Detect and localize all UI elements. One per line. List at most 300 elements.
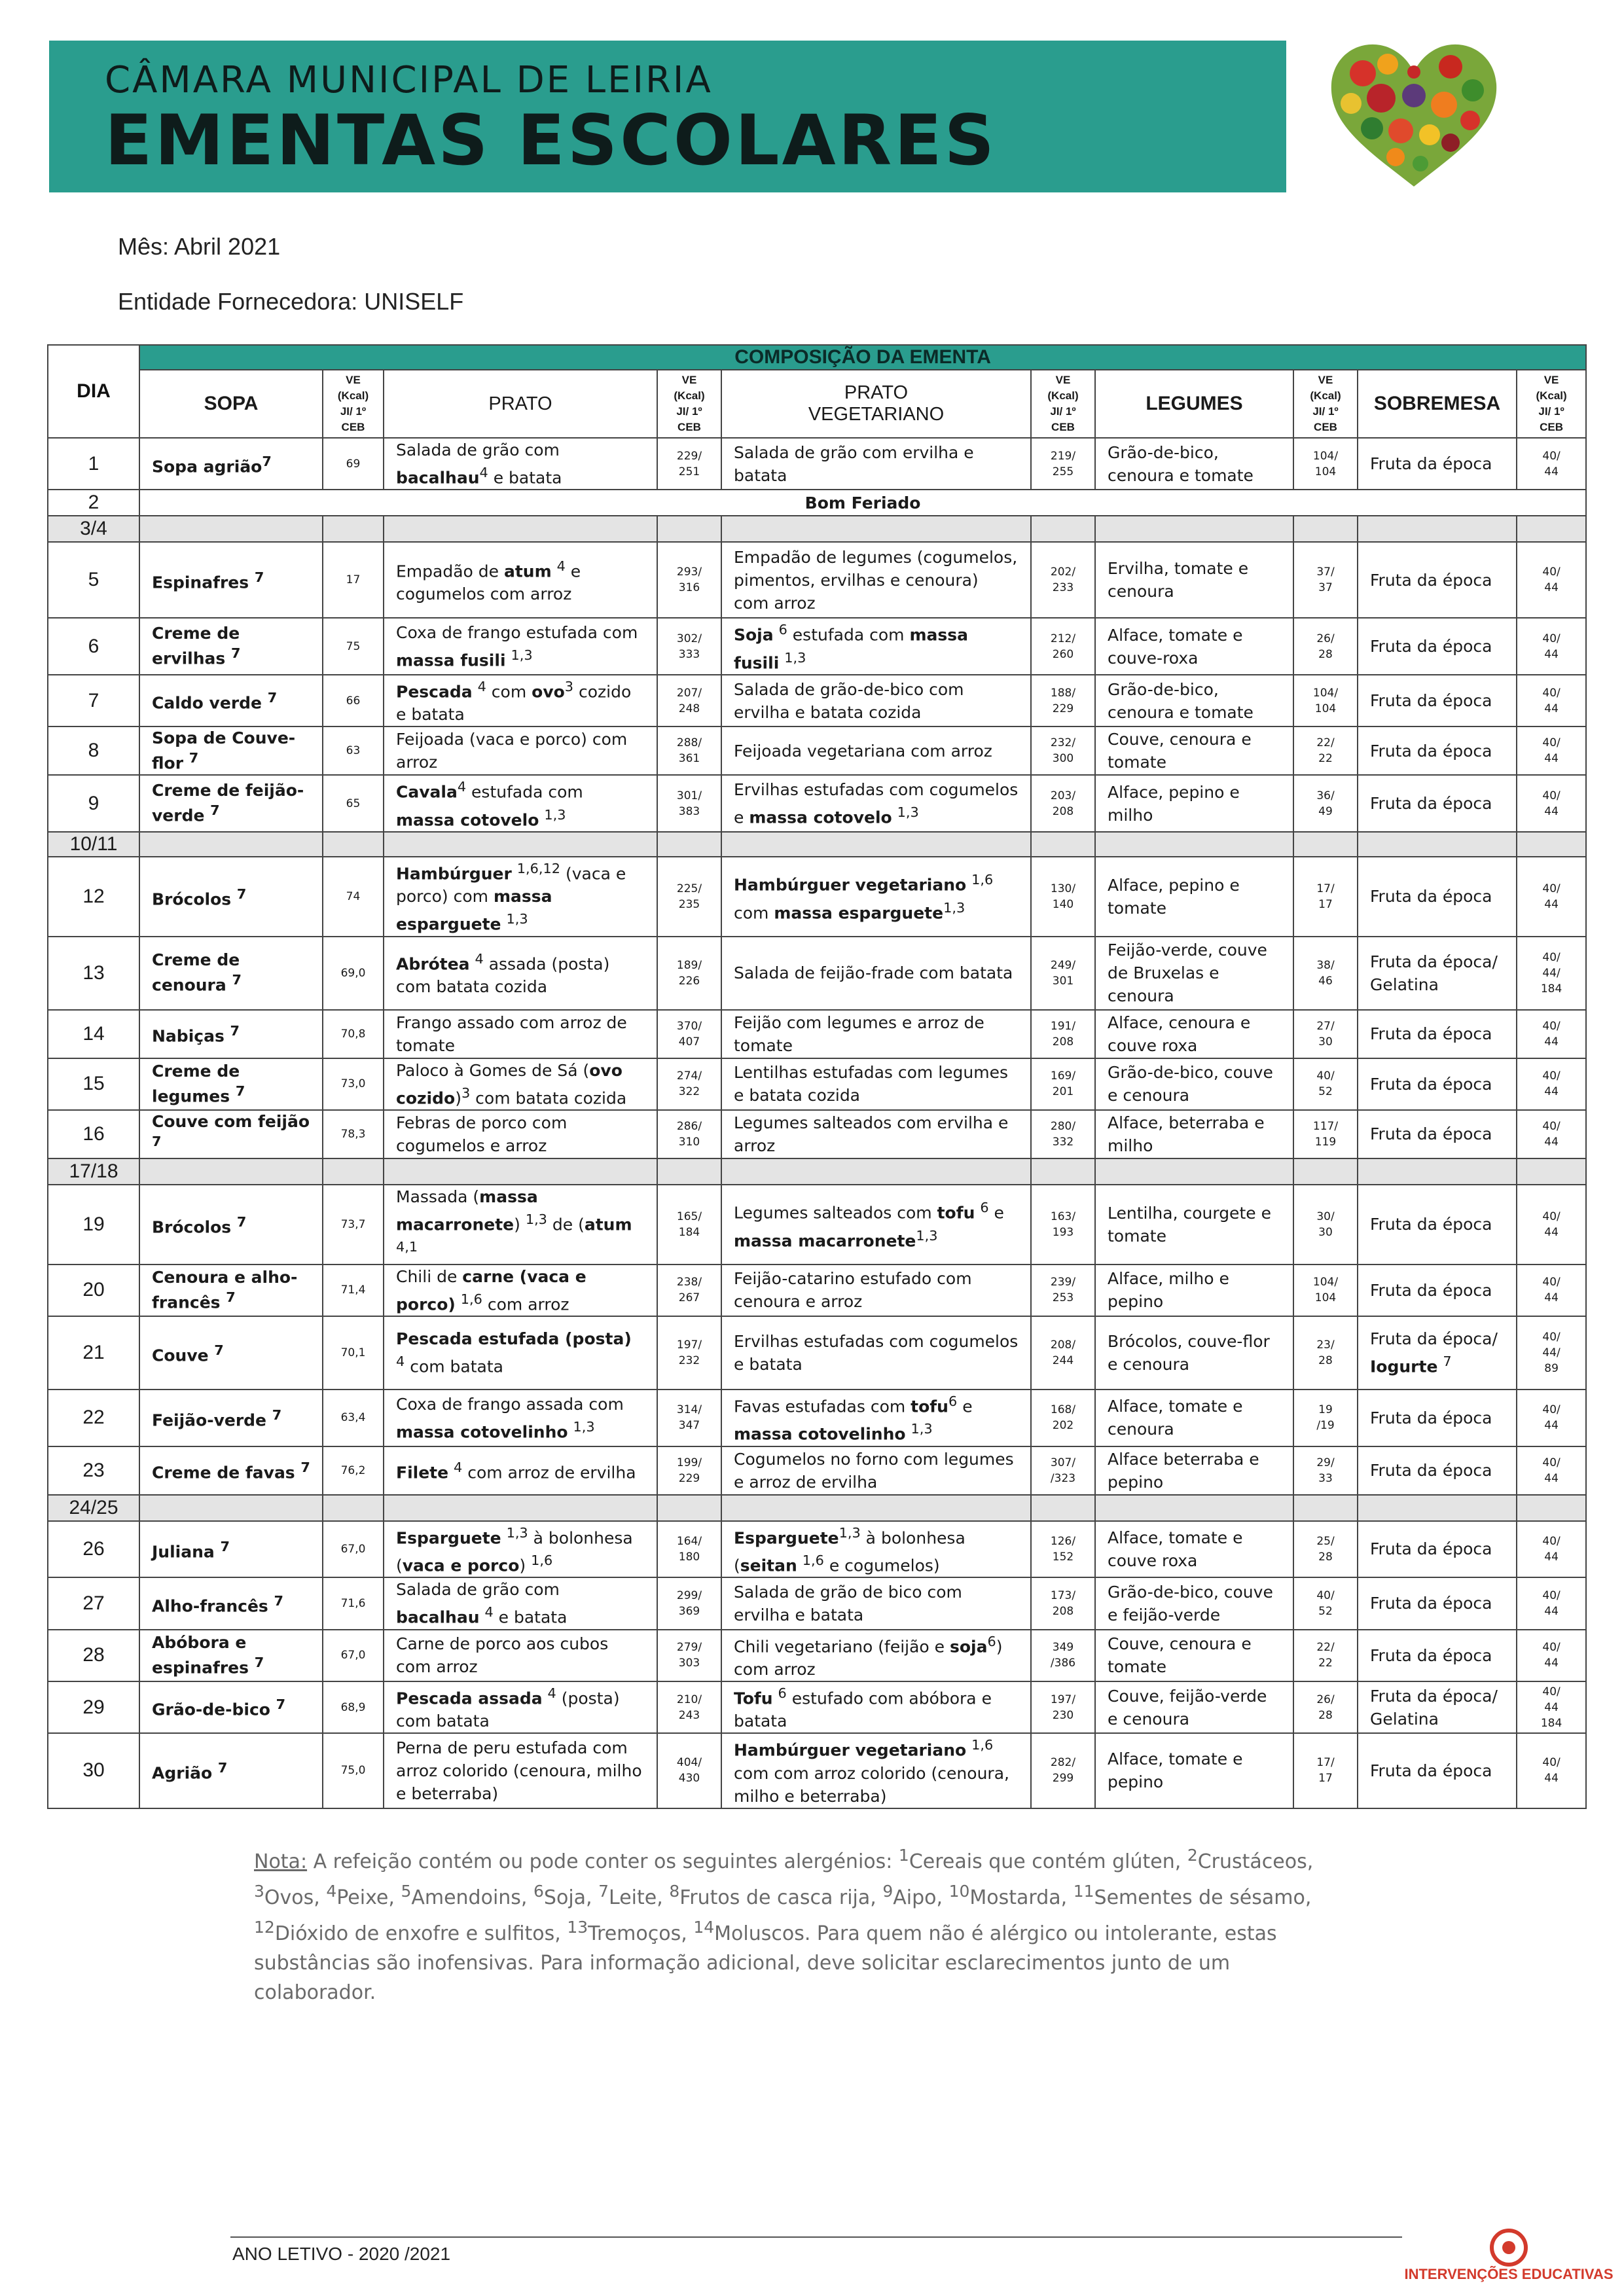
dessert-energy-cell: 40/ 44 [1517,1110,1586,1158]
dessert-cell: Fruta da época/ Gelatina [1358,1681,1517,1733]
menu-table [47,344,1587,1809]
vegetarian-dish-cell: Chili vegetariano (feijão e soja$^6$) com arroz [721,1630,1031,1681]
dessert-cell: Fruta da época [1358,1577,1517,1629]
empty-cell [323,832,384,857]
vegetables-cell: Alface, tomate e pepino [1095,1733,1293,1808]
vegetables-energy-cell: 40/ 52 [1293,1058,1358,1110]
dish-energy-cell: 279/ 303 [657,1630,721,1681]
vegetarian-dish-cell: Salada de grão com ervilha e batata [721,438,1031,490]
empty-cell [721,1495,1031,1521]
vegetables-energy-cell: 22/ 22 [1293,726,1358,775]
vegetables-energy-cell: 25/ 28 [1293,1521,1358,1578]
soup-energy-cell: 63 [323,726,384,775]
vegetables-cell: Alface, milho e pepino [1095,1265,1293,1316]
page-title: EMENTAS ESCOLARES [105,100,997,181]
dish-energy-cell: 286/ 310 [657,1110,721,1158]
vegetarian-energy-cell: 202/ 233 [1031,542,1095,618]
vegetables-cell: Alface, pepino e milho [1095,775,1293,832]
day-cell: 29 [48,1681,139,1733]
dessert-energy-cell: 40/ 44 [1517,1265,1586,1316]
note-text: A refeição contém ou pode conter os seguintes alergénios: $^1$Cereais que contém glúten, $^2$Crustáceos, $^3$Ovos, $^4$Peixe, $^5$Amendoins, $^6$Soja, $^7$Leite, $^8$Frutos de casca rija, $^9$Aipo, $^{10}$Mostarda, $^{11}$Sementes de sésamo, $^{12}$Dióxido de enxofre e sulfitos, $^{13}$Tremoços, $^{14}$Moluscos. Para quem não é alérgico ou intolerante, estas substâncias são inofensivas. Para informação adicional, deve solicitar esclarecimentos junto de um colaborador. [254,1846,1314,2004]
empty-cell [1031,832,1095,857]
vegetarian-energy-cell: 173/ 208 [1031,1577,1095,1629]
table-row [48,1446,1586,1495]
dessert-energy-cell: 40/ 44 [1517,1521,1586,1578]
dessert-cell: Fruta da época [1358,1185,1517,1265]
dessert-cell: Fruta da época [1358,775,1517,832]
menu-table-body [48,438,1586,1808]
dessert-energy-cell: 40/ 44 184 [1517,1681,1586,1733]
vegetables-energy-cell: 36/ 49 [1293,775,1358,832]
dish-cell: Feijoada (vaca e porco) com arroz [384,726,657,775]
day-cell: 5 [48,542,139,618]
vegetables-cell: Alface, cenoura e couve roxa [1095,1010,1293,1058]
dish-cell: Frango assado com arroz de tomate [384,1010,657,1058]
soup-cell: Brócolos $^7$ [139,1185,323,1265]
empty-cell [139,1158,323,1185]
day-cell: 22 [48,1390,139,1446]
vegetarian-energy-cell: 307/ /323 [1031,1446,1095,1495]
dish-energy-cell: 404/ 430 [657,1733,721,1808]
soup-cell: Creme de feijão-verde $^7$ [139,775,323,832]
vegetables-energy-cell: 22/ 22 [1293,1630,1358,1681]
soup-energy-cell: 70,1 [323,1316,384,1390]
day-cell: 15 [48,1058,139,1110]
vegetarian-dish-cell: Ervilhas estufadas com cogumelos e batata [721,1316,1031,1390]
dish-cell: Esparguete $^{1,3}$ à bolonhesa (vaca e porco) $^{1,6}$ [384,1521,657,1578]
soup-energy-cell: 70,8 [323,1010,384,1058]
empty-cell [384,832,657,857]
empty-cell [1031,1495,1095,1521]
soup-cell: Couve com feijão $^7$ [139,1110,323,1158]
vegetarian-dish-cell: Favas estufadas com tofu$^6$ e massa cotovelinho $^{1,3}$ [721,1390,1031,1446]
dessert-energy-cell: 40/ 44/ 184 [1517,937,1586,1010]
table-row [48,1495,1586,1521]
empty-cell [139,516,323,542]
dish-energy-cell: 288/ 361 [657,726,721,775]
vegetarian-dish-cell: Feijão com legumes e arroz de tomate [721,1010,1031,1058]
dessert-cell: Fruta da época [1358,618,1517,675]
day-cell: 3/4 [48,516,139,542]
footer-divider [230,2236,1402,2238]
header-ve: VE (Kcal) JI/ 1º CEB [657,370,721,438]
dessert-cell: Fruta da época [1358,1733,1517,1808]
table-row [48,490,1586,516]
day-cell: 30 [48,1733,139,1808]
soup-energy-cell: 63,4 [323,1390,384,1446]
vegetarian-energy-cell: 280/ 332 [1031,1110,1095,1158]
vegetables-cell: Alface, tomate e couve roxa [1095,1521,1293,1578]
dessert-cell: Fruta da época [1358,675,1517,726]
vegetarian-energy-cell: 163/ 193 [1031,1185,1095,1265]
table-row [48,1733,1586,1808]
empty-cell [1095,1158,1293,1185]
table-row [48,1110,1586,1158]
dessert-energy-cell: 40/ 44 [1517,775,1586,832]
soup-cell: Espinafres $^7$ [139,542,323,618]
dessert-energy-cell: 40/ 44 [1517,1010,1586,1058]
vegetables-energy-cell: 37/ 37 [1293,542,1358,618]
vegetables-energy-cell: 30/ 30 [1293,1185,1358,1265]
table-row [48,832,1586,857]
soup-energy-cell: 73,0 [323,1058,384,1110]
vegetarian-energy-cell: 349 /386 [1031,1630,1095,1681]
dish-energy-cell: 164/ 180 [657,1521,721,1578]
dish-cell: Pescada $^4$ com ovo$^3$ cozido e batata [384,675,657,726]
empty-cell [1293,1158,1358,1185]
dish-energy-cell: 210/ 243 [657,1681,721,1733]
table-row [48,857,1586,937]
dessert-cell: Fruta da época [1358,1010,1517,1058]
vegetarian-energy-cell: 191/ 208 [1031,1010,1095,1058]
day-cell: 13 [48,937,139,1010]
dish-cell: Cavala$^4$ estufada com massa cotovelo $^{1,3}$ [384,775,657,832]
day-cell: 2 [48,490,139,516]
vegetables-energy-cell: 26/ 28 [1293,1681,1358,1733]
intervencoes-educativas-logo [1401,2225,1617,2291]
dessert-cell: Fruta da época [1358,438,1517,490]
vegetables-cell: Couve, cenoura e tomate [1095,726,1293,775]
dessert-energy-cell: 40/ 44 [1517,542,1586,618]
day-cell: 6 [48,618,139,675]
dessert-energy-cell: 40/ 44 [1517,1446,1586,1495]
table-row [48,1010,1586,1058]
soup-energy-cell: 67,0 [323,1521,384,1578]
vegetarian-dish-cell: Soja $^6$ estufada com massa fusili $^{1,3}$ [721,618,1031,675]
empty-cell [657,1495,721,1521]
dish-cell: Salada de grão com bacalhau $^4$ e batata [384,1577,657,1629]
soup-energy-cell: 67,0 [323,1630,384,1681]
vegetables-energy-cell: 26/ 28 [1293,618,1358,675]
svg-text:INTERVENÇÕES EDUCATIVAS: INTERVENÇÕES EDUCATIVAS [1404,2266,1614,2282]
dessert-energy-cell: 40/ 44 [1517,438,1586,490]
vegetables-energy-cell: 17/ 17 [1293,857,1358,937]
dish-cell: Pescada estufada (posta) $^4$ com batata [384,1316,657,1390]
dessert-cell: Fruta da época [1358,1058,1517,1110]
header-banner [49,41,1286,192]
vegetarian-dish-cell: Salada de feijão-frade com batata [721,937,1031,1010]
dish-energy-cell: 225/ 235 [657,857,721,937]
vegetarian-energy-cell: 126/ 152 [1031,1521,1095,1578]
soup-energy-cell: 75,0 [323,1733,384,1808]
table-row [48,1681,1586,1733]
empty-cell [721,516,1031,542]
holiday-cell: Bom Feriado [139,490,1586,516]
vegetables-cell: Alface, pepino e tomate [1095,857,1293,937]
table-row [48,726,1586,775]
dessert-energy-cell: 40/ 44 [1517,857,1586,937]
day-cell: 9 [48,775,139,832]
vegetarian-dish-cell: Salada de grão-de-bico com ervilha e batata cozida [721,675,1031,726]
vegetables-cell: Grão-de-bico, couve e cenoura [1095,1058,1293,1110]
soup-energy-cell: 66 [323,675,384,726]
dessert-energy-cell: 40/ 44/ 89 [1517,1316,1586,1390]
vegetables-cell: Alface, tomate e cenoura [1095,1390,1293,1446]
empty-cell [1293,832,1358,857]
day-cell: 1 [48,438,139,490]
dish-cell: Massada (massa macarronete) $^{1,3}$ de (atum $^{4,1}$ [384,1185,657,1265]
dish-energy-cell: 207/ 248 [657,675,721,726]
dessert-cell: Fruta da época [1358,1521,1517,1578]
dish-cell: Empadão de atum $^4$ e cogumelos com arroz [384,542,657,618]
vegetarian-dish-cell: Salada de grão de bico com ervilha e batata [721,1577,1031,1629]
dessert-energy-cell: 40/ 44 [1517,1733,1586,1808]
empty-cell [1517,832,1586,857]
dish-energy-cell: 314/ 347 [657,1390,721,1446]
dessert-cell: Fruta da época [1358,542,1517,618]
empty-cell [1095,832,1293,857]
empty-cell [657,1158,721,1185]
vegetables-energy-cell: 117/ 119 [1293,1110,1358,1158]
soup-cell: Couve $^7$ [139,1316,323,1390]
day-cell: 7 [48,675,139,726]
vegetables-energy-cell: 23/ 28 [1293,1316,1358,1390]
dish-cell: Salada de grão com bacalhau$^4$ e batata [384,438,657,490]
soup-cell: Cenoura e alho-francês $^7$ [139,1265,323,1316]
soup-cell: Creme de ervilhas $^7$ [139,618,323,675]
day-cell: 12 [48,857,139,937]
vegetables-energy-cell: 40/ 52 [1293,1577,1358,1629]
empty-cell [384,1158,657,1185]
dessert-energy-cell: 40/ 44 [1517,1630,1586,1681]
dish-energy-cell: 165/ 184 [657,1185,721,1265]
dish-cell: Abrótea $^4$ assada (posta) com batata cozida [384,937,657,1010]
empty-cell [323,1158,384,1185]
vegetarian-energy-cell: 212/ 260 [1031,618,1095,675]
dish-cell: Pescada assada $^4$ (posta) com batata [384,1681,657,1733]
soup-energy-cell: 65 [323,775,384,832]
vegetables-cell: Grão-de-bico, couve e feijão-verde [1095,1577,1293,1629]
day-cell: 23 [48,1446,139,1495]
vegetarian-energy-cell: 232/ 300 [1031,726,1095,775]
soup-cell: Brócolos $^7$ [139,857,323,937]
table-row [48,542,1586,618]
dish-cell: Coxa de frango assada com massa cotovelinho $^{1,3}$ [384,1390,657,1446]
dessert-cell: Fruta da época/ Iogurte $^7$ [1358,1316,1517,1390]
dish-cell: Chili de carne (vaca e porco) $^{1,6}$ com arroz [384,1265,657,1316]
vegetarian-dish-cell: Feijão-catarino estufado com cenoura e arroz [721,1265,1031,1316]
table-row [48,937,1586,1010]
table-row [48,1158,1586,1185]
table-row [48,675,1586,726]
soup-cell: Abóbora e espinafres $^7$ [139,1630,323,1681]
table-row [48,516,1586,542]
table-row [48,1630,1586,1681]
soup-energy-cell: 76,2 [323,1446,384,1495]
empty-cell [721,832,1031,857]
vegetarian-dish-cell: Ervilhas estufadas com cogumelos e massa cotovelo $^{1,3}$ [721,775,1031,832]
dessert-energy-cell: 40/ 44 [1517,1390,1586,1446]
vegetables-cell: Couve, cenoura e tomate [1095,1630,1293,1681]
soup-energy-cell: 78,3 [323,1110,384,1158]
dish-cell: Filete $^4$ com arroz de ervilha [384,1446,657,1495]
fruits-vegetables-heart-image [1322,33,1506,196]
vegetarian-energy-cell: 130/ 140 [1031,857,1095,937]
vegetarian-dish-cell: Esparguete$^{1,3}$ à bolonhesa (seitan $^{1,6}$ e cogumelos) [721,1521,1031,1578]
table-row [48,1521,1586,1578]
empty-cell [1358,1158,1517,1185]
table-row [48,1058,1586,1110]
vegetables-energy-cell: 27/ 30 [1293,1010,1358,1058]
vegetables-energy-cell: 17/ 17 [1293,1733,1358,1808]
dessert-energy-cell: 40/ 44 [1517,1185,1586,1265]
vegetables-cell: Ervilha, tomate e cenoura [1095,542,1293,618]
vegetables-cell: Brócolos, couve-flor e cenoura [1095,1316,1293,1390]
soup-cell: Sopa de Couve-flor $^7$ [139,726,323,775]
empty-cell [384,1495,657,1521]
vegetables-cell: Feijão-verde, couve de Bruxelas e cenoura [1095,937,1293,1010]
vegetables-energy-cell: 104/ 104 [1293,675,1358,726]
soup-energy-cell: 73,7 [323,1185,384,1265]
empty-cell [1358,1495,1517,1521]
dish-energy-cell: 229/ 251 [657,438,721,490]
dessert-energy-cell: 40/ 44 [1517,618,1586,675]
dessert-cell: Fruta da época [1358,1110,1517,1158]
dish-cell: Febras de porco com cogumelos e arroz [384,1110,657,1158]
allergen-note [254,1840,1354,2007]
vegetarian-dish-cell: Empadão de legumes (cogumelos, pimentos, ervilhas e cenoura) com arroz [721,542,1031,618]
soup-cell: Caldo verde $^7$ [139,675,323,726]
soup-energy-cell: 69,0 [323,937,384,1010]
vegetarian-dish-cell: Hambúrguer vegetariano $^{1,6}$ com massa esparguete$^{1,3}$ [721,857,1031,937]
header-ve: VE (Kcal) JI/ 1º CEB [1293,370,1358,438]
dessert-cell: Fruta da época [1358,857,1517,937]
header-legumes: LEGUMES [1095,370,1293,438]
vegetarian-energy-cell: 188/ 229 [1031,675,1095,726]
day-cell: 20 [48,1265,139,1316]
dish-energy-cell: 301/ 383 [657,775,721,832]
vegetables-cell: Grão-de-bico, cenoura e tomate [1095,438,1293,490]
header-sopa: SOPA [139,370,323,438]
vegetarian-energy-cell: 169/ 201 [1031,1058,1095,1110]
school-year: ANO LETIVO - 2020 /2021 [232,2244,451,2264]
soup-cell: Nabiças $^7$ [139,1010,323,1058]
day-cell: 21 [48,1316,139,1390]
vegetarian-energy-cell: 203/ 208 [1031,775,1095,832]
vegetables-cell: Alface, tomate e couve-roxa [1095,618,1293,675]
soup-energy-cell: 68,9 [323,1681,384,1733]
dish-cell: Perna de peru estufada com arroz colorido (cenoura, milho e beterraba) [384,1733,657,1808]
dish-energy-cell: 238/ 267 [657,1265,721,1316]
dish-cell: Carne de porco aos cubos com arroz [384,1630,657,1681]
vegetables-cell: Grão-de-bico, cenoura e tomate [1095,675,1293,726]
header-prato: PRATO [384,370,657,438]
vegetables-energy-cell: 104/ 104 [1293,1265,1358,1316]
empty-cell [1293,1495,1358,1521]
dish-energy-cell: 293/ 316 [657,542,721,618]
soup-cell: Creme de legumes $^7$ [139,1058,323,1110]
soup-cell: Feijão-verde $^7$ [139,1390,323,1446]
day-cell: 10/11 [48,832,139,857]
dish-energy-cell: 199/ 229 [657,1446,721,1495]
vegetables-energy-cell: 19 /19 [1293,1390,1358,1446]
dessert-cell: Fruta da época/ Gelatina [1358,937,1517,1010]
dessert-energy-cell: 40/ 44 [1517,726,1586,775]
day-cell: 28 [48,1630,139,1681]
table-row [48,1316,1586,1390]
soup-cell: Creme de cenoura $^7$ [139,937,323,1010]
vegetarian-dish-cell: Cogumelos no forno com legumes e arroz de ervilha [721,1446,1031,1495]
table-row [48,438,1586,490]
soup-energy-cell: 71,6 [323,1577,384,1629]
dish-cell: Coxa de frango estufada com massa fusili $^{1,3}$ [384,618,657,675]
dessert-energy-cell: 40/ 44 [1517,675,1586,726]
vegetarian-dish-cell: Feijoada vegetariana com arroz [721,726,1031,775]
day-cell: 24/25 [48,1495,139,1521]
soup-cell: Creme de favas $^7$ [139,1446,323,1495]
empty-cell [1095,1495,1293,1521]
vegetarian-dish-cell: Tofu $^6$ estufado com abóbora e batata [721,1681,1031,1733]
table-row [48,1265,1586,1316]
dish-energy-cell: 299/ 369 [657,1577,721,1629]
dessert-energy-cell: 40/ 44 [1517,1577,1586,1629]
month-label: Mês: Abril 2021 [118,233,281,260]
vegetables-energy-cell: 104/ 104 [1293,438,1358,490]
header-ve: VE (Kcal) JI/ 1º CEB [323,370,384,438]
vegetarian-dish-cell: Legumes salteados com ervilha e arroz [721,1110,1031,1158]
soup-cell: Juliana $^7$ [139,1521,323,1578]
header-ve: VE (Kcal) JI/ 1º CEB [1031,370,1095,438]
vegetables-energy-cell: 38/ 46 [1293,937,1358,1010]
day-cell: 27 [48,1577,139,1629]
supplier-label: Entidade Fornecedora: UNISELF [118,288,464,315]
header-dia: DIA [48,345,139,438]
soup-energy-cell: 17 [323,542,384,618]
empty-cell [1031,516,1095,542]
empty-cell [1031,1158,1095,1185]
dessert-cell: Fruta da época [1358,1265,1517,1316]
day-cell: 26 [48,1521,139,1578]
empty-cell [139,832,323,857]
soup-cell: Agrião $^7$ [139,1733,323,1808]
vegetables-cell: Lentilha, courgete e tomate [1095,1185,1293,1265]
empty-cell [1358,516,1517,542]
empty-cell [657,832,721,857]
table-row [48,775,1586,832]
vegetarian-energy-cell: 168/ 202 [1031,1390,1095,1446]
municipality-title: CÂMARA MUNICIPAL DE LEIRIA [105,59,713,101]
soup-cell: Grão-de-bico $^7$ [139,1681,323,1733]
dish-energy-cell: 302/ 333 [657,618,721,675]
empty-cell [1358,832,1517,857]
vegetarian-dish-cell: Hambúrguer vegetariano $^{1,6}$ com com arroz colorido (cenoura, milho e beterraba) [721,1733,1031,1808]
vegetarian-energy-cell: 208/ 244 [1031,1316,1095,1390]
day-cell: 8 [48,726,139,775]
soup-energy-cell: 75 [323,618,384,675]
soup-cell: Sopa agrião$^7$ [139,438,323,490]
table-row [48,1185,1586,1265]
dish-energy-cell: 274/ 322 [657,1058,721,1110]
table-row [48,1577,1586,1629]
table-row [48,618,1586,675]
dish-energy-cell: 370/ 407 [657,1010,721,1058]
empty-cell [1517,1495,1586,1521]
header-prato-vegetariano: PRATO VEGETARIANO [721,370,1031,438]
day-cell: 19 [48,1185,139,1265]
empty-cell [1293,516,1358,542]
empty-cell [1517,516,1586,542]
dessert-energy-cell: 40/ 44 [1517,1058,1586,1110]
dessert-cell: Fruta da época [1358,1630,1517,1681]
header-ve: VE (Kcal) JI/ 1º CEB [1517,370,1586,438]
empty-cell [323,516,384,542]
table-row [48,1390,1586,1446]
note-label: Nota: [254,1850,308,1873]
empty-cell [323,1495,384,1521]
empty-cell [384,516,657,542]
day-cell: 17/18 [48,1158,139,1185]
dessert-cell: Fruta da época [1358,1390,1517,1446]
